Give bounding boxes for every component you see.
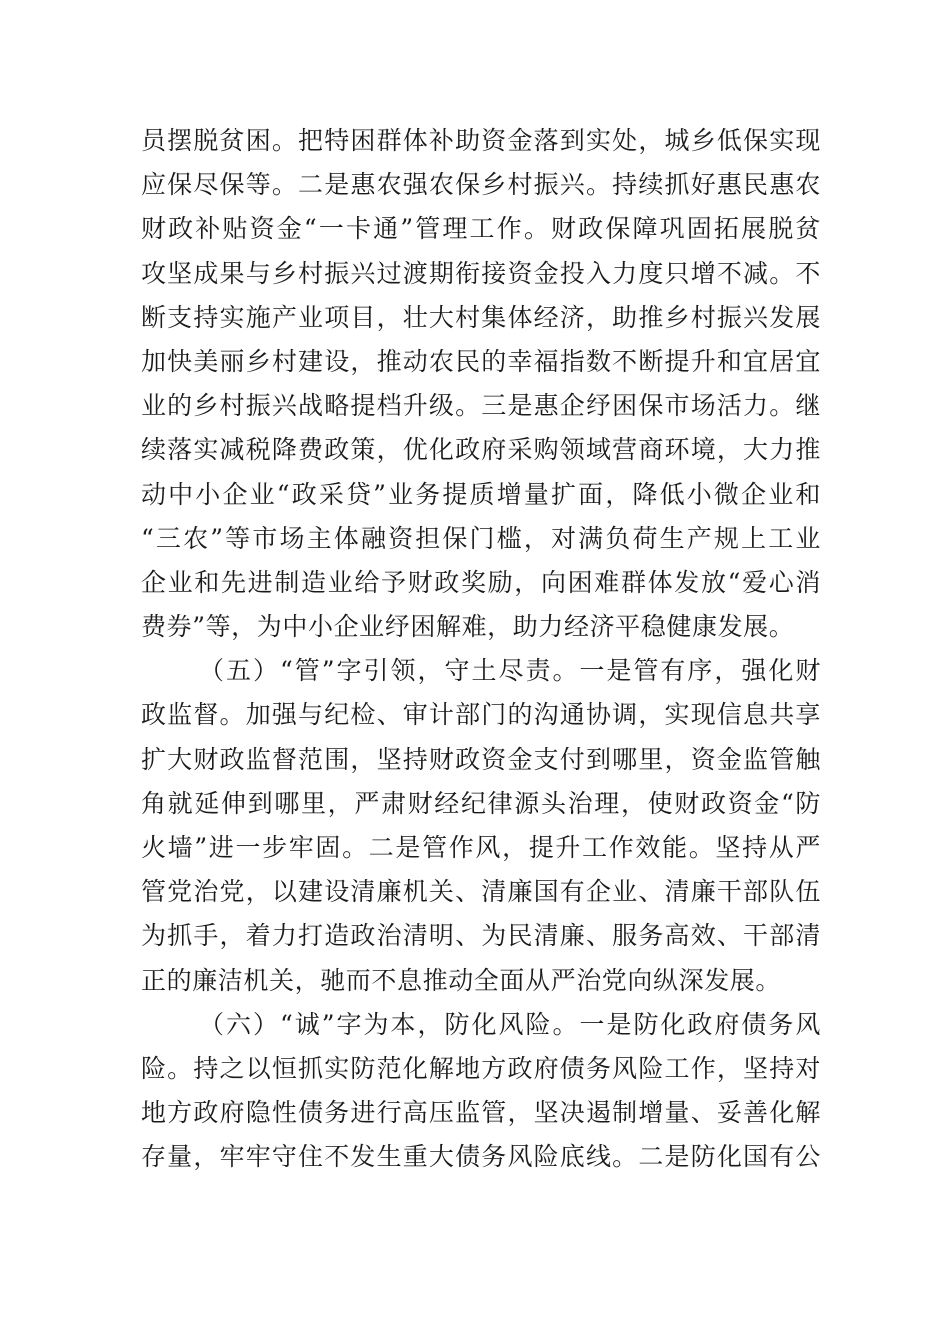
text-line: 政监督。加强与纪检、审计部门的沟通协调，实现信息共享 [141,700,821,730]
text-line: 火墙”进一步牢固。二是管作风，提升工作效能。坚持从严 [141,833,821,862]
text-line: 员摆脱贫困。把特困群体补助资金落到实处，城乡低保实现 [141,126,821,155]
text-line: 正的廉洁机关，驰而不息推动全面从严治党向纵深发展。 [141,965,782,995]
text-line: 管党治党，以建设清廉机关、清廉国有企业、清廉干部队伍 [141,877,821,907]
text-line: 险。持之以恒抓实防范化解地方政府债务风险工作，坚持对 [141,1053,821,1083]
text-line: 攻坚成果与乡村振兴过渡期衔接资金投入力度只增不减。不 [141,258,821,288]
section-heading-line: （五）“管”字引领，守土尽责。一是管有序，强化财 [199,656,821,686]
text-line: 业的乡村振兴战略提档升级。三是惠企纾困保市场活力。继 [141,391,821,421]
text-line: 扩大财政监督范围，坚持财政资金支付到哪里，资金监管触 [141,744,821,774]
text-line: 加快美丽乡村建设，推动农民的幸福指数不断提升和宜居宜 [141,346,821,376]
text-line: 断支持实施产业项目，壮大村集体经济，助推乡村振兴发展 [141,302,821,332]
body-text [141,119,821,1180]
text-line: 续落实减税降费政策，优化政府采购领域营商环境，大力推 [141,435,821,465]
text-line: 费券”等，为中小企业纾困解难，助力经济平稳健康发展。 [141,612,795,642]
text-line: 动中小企业“政采贷”业务提质增量扩面，降低小微企业和 [141,479,821,509]
text-line: “三农”等市场主体融资担保门槛，对满负荷生产规上工业 [141,523,821,553]
text-line: 为抓手，着力打造政治清明、为民清廉、服务高效、干部清 [141,921,821,951]
text-line: 企业和先进制造业给予财政奖励，向困难群体发放“爱心消 [141,567,821,597]
text-line: 存量，牢牢守住不发生重大债务风险底线。二是防化国有公 [141,1142,821,1172]
text-line: 应保尽保等。二是惠农强农保乡村振兴。持续抓好惠民惠农 [141,170,821,200]
text-line: 角就延伸到哪里，严肃财经纪律源头治理，使财政资金“防 [141,788,821,818]
text-line: 财政补贴资金“一卡通”管理工作。财政保障巩固拓展脱贫 [141,214,821,244]
section-heading-line: （六）“诚”字为本，防化风险。一是防化政府债务风 [199,1009,821,1039]
text-line: 地方政府隐性债务进行高压监管，坚决遏制增量、妥善化解 [141,1098,821,1128]
